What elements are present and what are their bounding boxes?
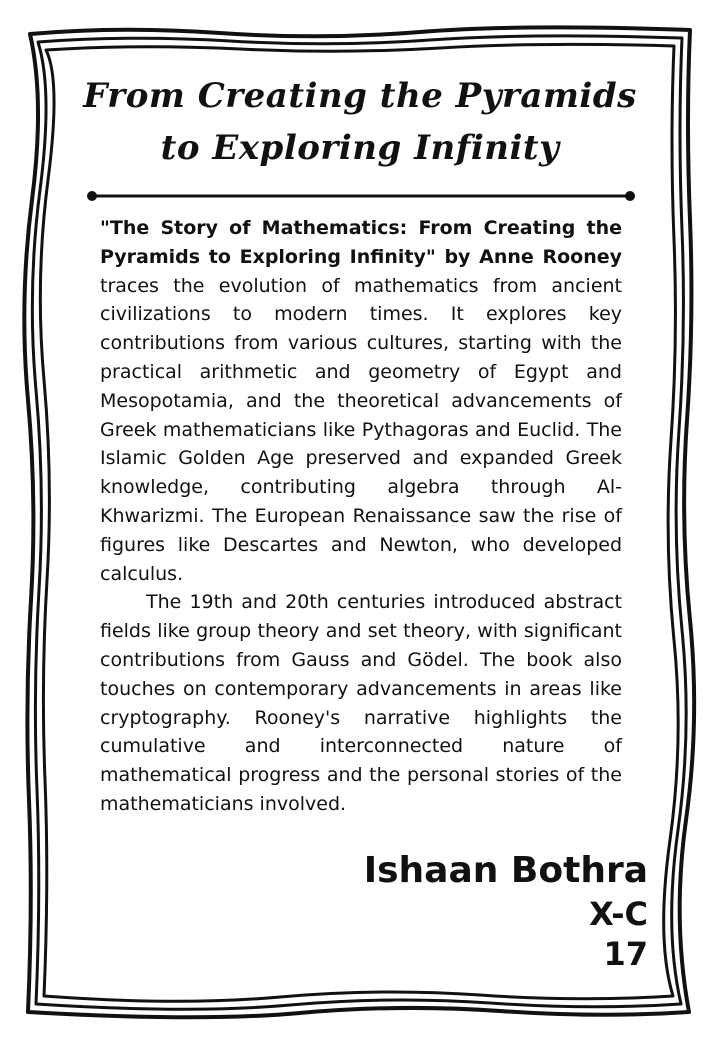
review-body — [100, 214, 622, 819]
author-roll-number: 17 — [603, 935, 648, 973]
book-title-and-author: "The Story of Mathematics: From Creating the Pyramids to Exploring Infinity" by Anne Rooney — [100, 217, 622, 268]
page-title-line-2: to Exploring Infinity — [160, 128, 560, 168]
page-title-line-1: From Creating the Pyramids — [83, 76, 637, 116]
author-name: Ishaan Bothra — [363, 850, 648, 891]
divider-dot-right — [625, 191, 635, 201]
divider-dot-left — [87, 191, 97, 201]
title-divider — [86, 190, 636, 202]
author-class: X-C — [589, 895, 648, 933]
review-paragraph-2: The 19th and 20th centuries introduced abstract fields like group theory and set theory, with significant contributions from Gauss and Gödel. The book also touches on contemporary advancements in areas like cryptography. Rooney's narrative highlights the cumulative and interconnected nature of mathematical progress and the personal stories of the mathematicians involved. — [100, 591, 622, 815]
review-paragraph-1: traces the evolution of mathematics from ancient civilizations to modern times. It explores key contributions from various cultures, starting with the practical arithmetic and geometry of Egypt and Mesopotamia, and the theoretical advancements of Greek mathematicians like Pythagoras and Euclid. The Islamic Golden Age preserved and expanded Greek knowledge, contributing algebra through Al-Khwarizmi. The European Renaissance saw the rise of figures like Descartes and Newton, who developed calculus. — [100, 274, 622, 585]
